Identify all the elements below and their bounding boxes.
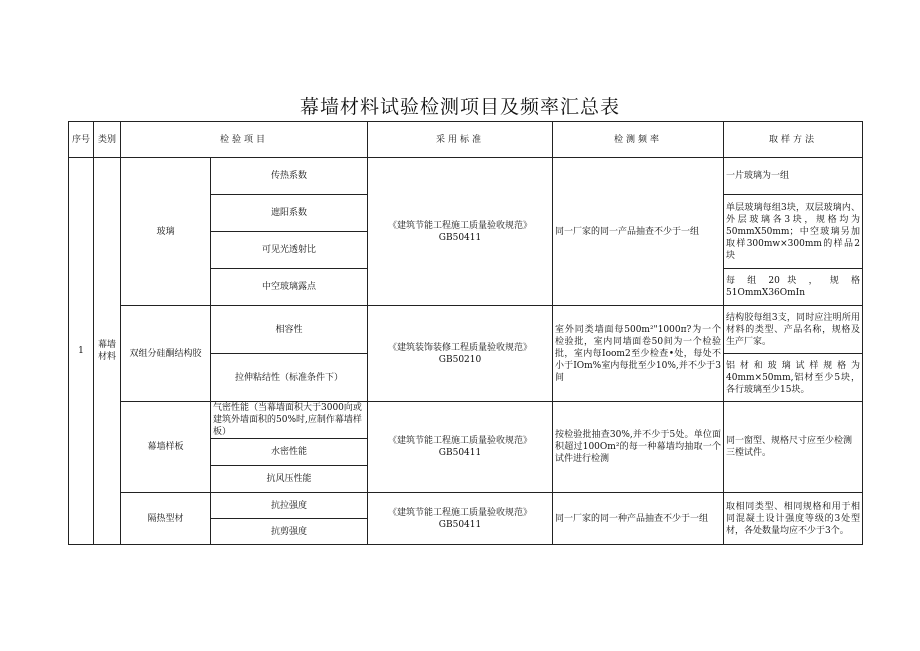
item-cell: 传热系数 (211, 158, 368, 195)
standard-cell: 《建筑节能工程施工质量验收规范》GB50411 (368, 402, 553, 493)
frequency-cell: 按检验批抽查30%,并不少于5处。单位面积超过100Om²的每一种幕墙均抽取一个试件进行检测 (553, 402, 724, 493)
item-cell: 抗剪强度 (211, 519, 368, 545)
header-item: 检验项目 (121, 122, 368, 158)
sampling-cell: 取相同类型、相同规格和用于相同混凝土设计强度等级的3处型材，各处数量均应不少于3个。 (724, 493, 863, 545)
row-seq: 1 (69, 158, 94, 545)
item-cell: 可见光透射比 (211, 232, 368, 269)
frequency-cell: 同一厂家的同一种产品抽查不少于一组 (553, 493, 724, 545)
group-sample-panel: 幕墙样板 (121, 402, 211, 493)
table-row (69, 306, 863, 354)
sampling-cell: 一片玻璃为一组 (724, 158, 863, 195)
table-row (69, 402, 863, 439)
item-cell: 抗风压性能 (211, 466, 368, 493)
frequency-cell: 室外同类墙面每500m²"1000π?为一个检验批，室内同墙面卷50间为一个检验批，室内每Ioom2至少检查•处，每处不小于IOm%室内每批至少10%,并不少于3间 (553, 306, 724, 402)
item-cell: 相容性 (211, 306, 368, 354)
group-thermal-break: 隔热型材 (121, 493, 211, 545)
header-sampling: 取样方法 (724, 122, 863, 158)
summary-table (68, 121, 863, 545)
table-row (69, 158, 863, 195)
header-category: 类别 (94, 122, 121, 158)
header-standard: 采用标准 (368, 122, 553, 158)
standard-cell: 《建筑节能工程施工质量验收规范》GB50411 (368, 158, 553, 306)
page-title: 幕墙材料试验检测项目及频率汇总表 (299, 96, 620, 118)
sampling-cell: 铝材和玻璃试样规格为40mm×50mm,铝材至少5块，各行玻璃至少15块。 (724, 354, 863, 402)
standard-cell: 《建筑节能工程施工质量验收规范》GB50411 (368, 493, 553, 545)
header-row (69, 122, 863, 158)
sampling-cell: 单层玻璃每组3块，双层玻璃内、外层玻璃各3块，规格均为50mmX50mm；中空玻璃另加取样300mw×300mm的样品2块 (724, 195, 863, 269)
item-cell: 抗拉强度 (211, 493, 368, 519)
category-cell: 幕墙材料 (94, 158, 121, 545)
item-cell: 中空玻璃露点 (211, 269, 368, 306)
standard-cell: 《建筑装饰装修工程质量验收规范》GB50210 (368, 306, 553, 402)
frequency-cell: 同一厂家的同一产品抽查不少于一组 (553, 158, 724, 306)
item-cell: 水密性能 (211, 439, 368, 466)
group-glass: 玻璃 (121, 158, 211, 306)
item-cell: 遮阳系数 (211, 195, 368, 232)
item-cell: 拉伸粘结性（标准条件下） (211, 354, 368, 402)
header-frequency: 检测频率 (553, 122, 724, 158)
item-cell: 气密性能（当幕墙面积大于3000向或建筑外墙面积的50%时,应制作幕墙样板） (211, 402, 368, 439)
sampling-cell: 同一窗型、规格尺寸应至少检测三樘试件。 (724, 402, 863, 493)
sampling-cell: 每 组 20 块 ， 规 格 51OmmX36OmIn (724, 269, 863, 306)
header-seq: 序号 (69, 122, 94, 158)
sampling-cell: 结构胶每组3支，同时应注明所用材料的类型、产品名称，规格及生产厂家。 (724, 306, 863, 354)
table-row (69, 493, 863, 519)
group-sealant: 双组分硅酮结构胶 (121, 306, 211, 402)
